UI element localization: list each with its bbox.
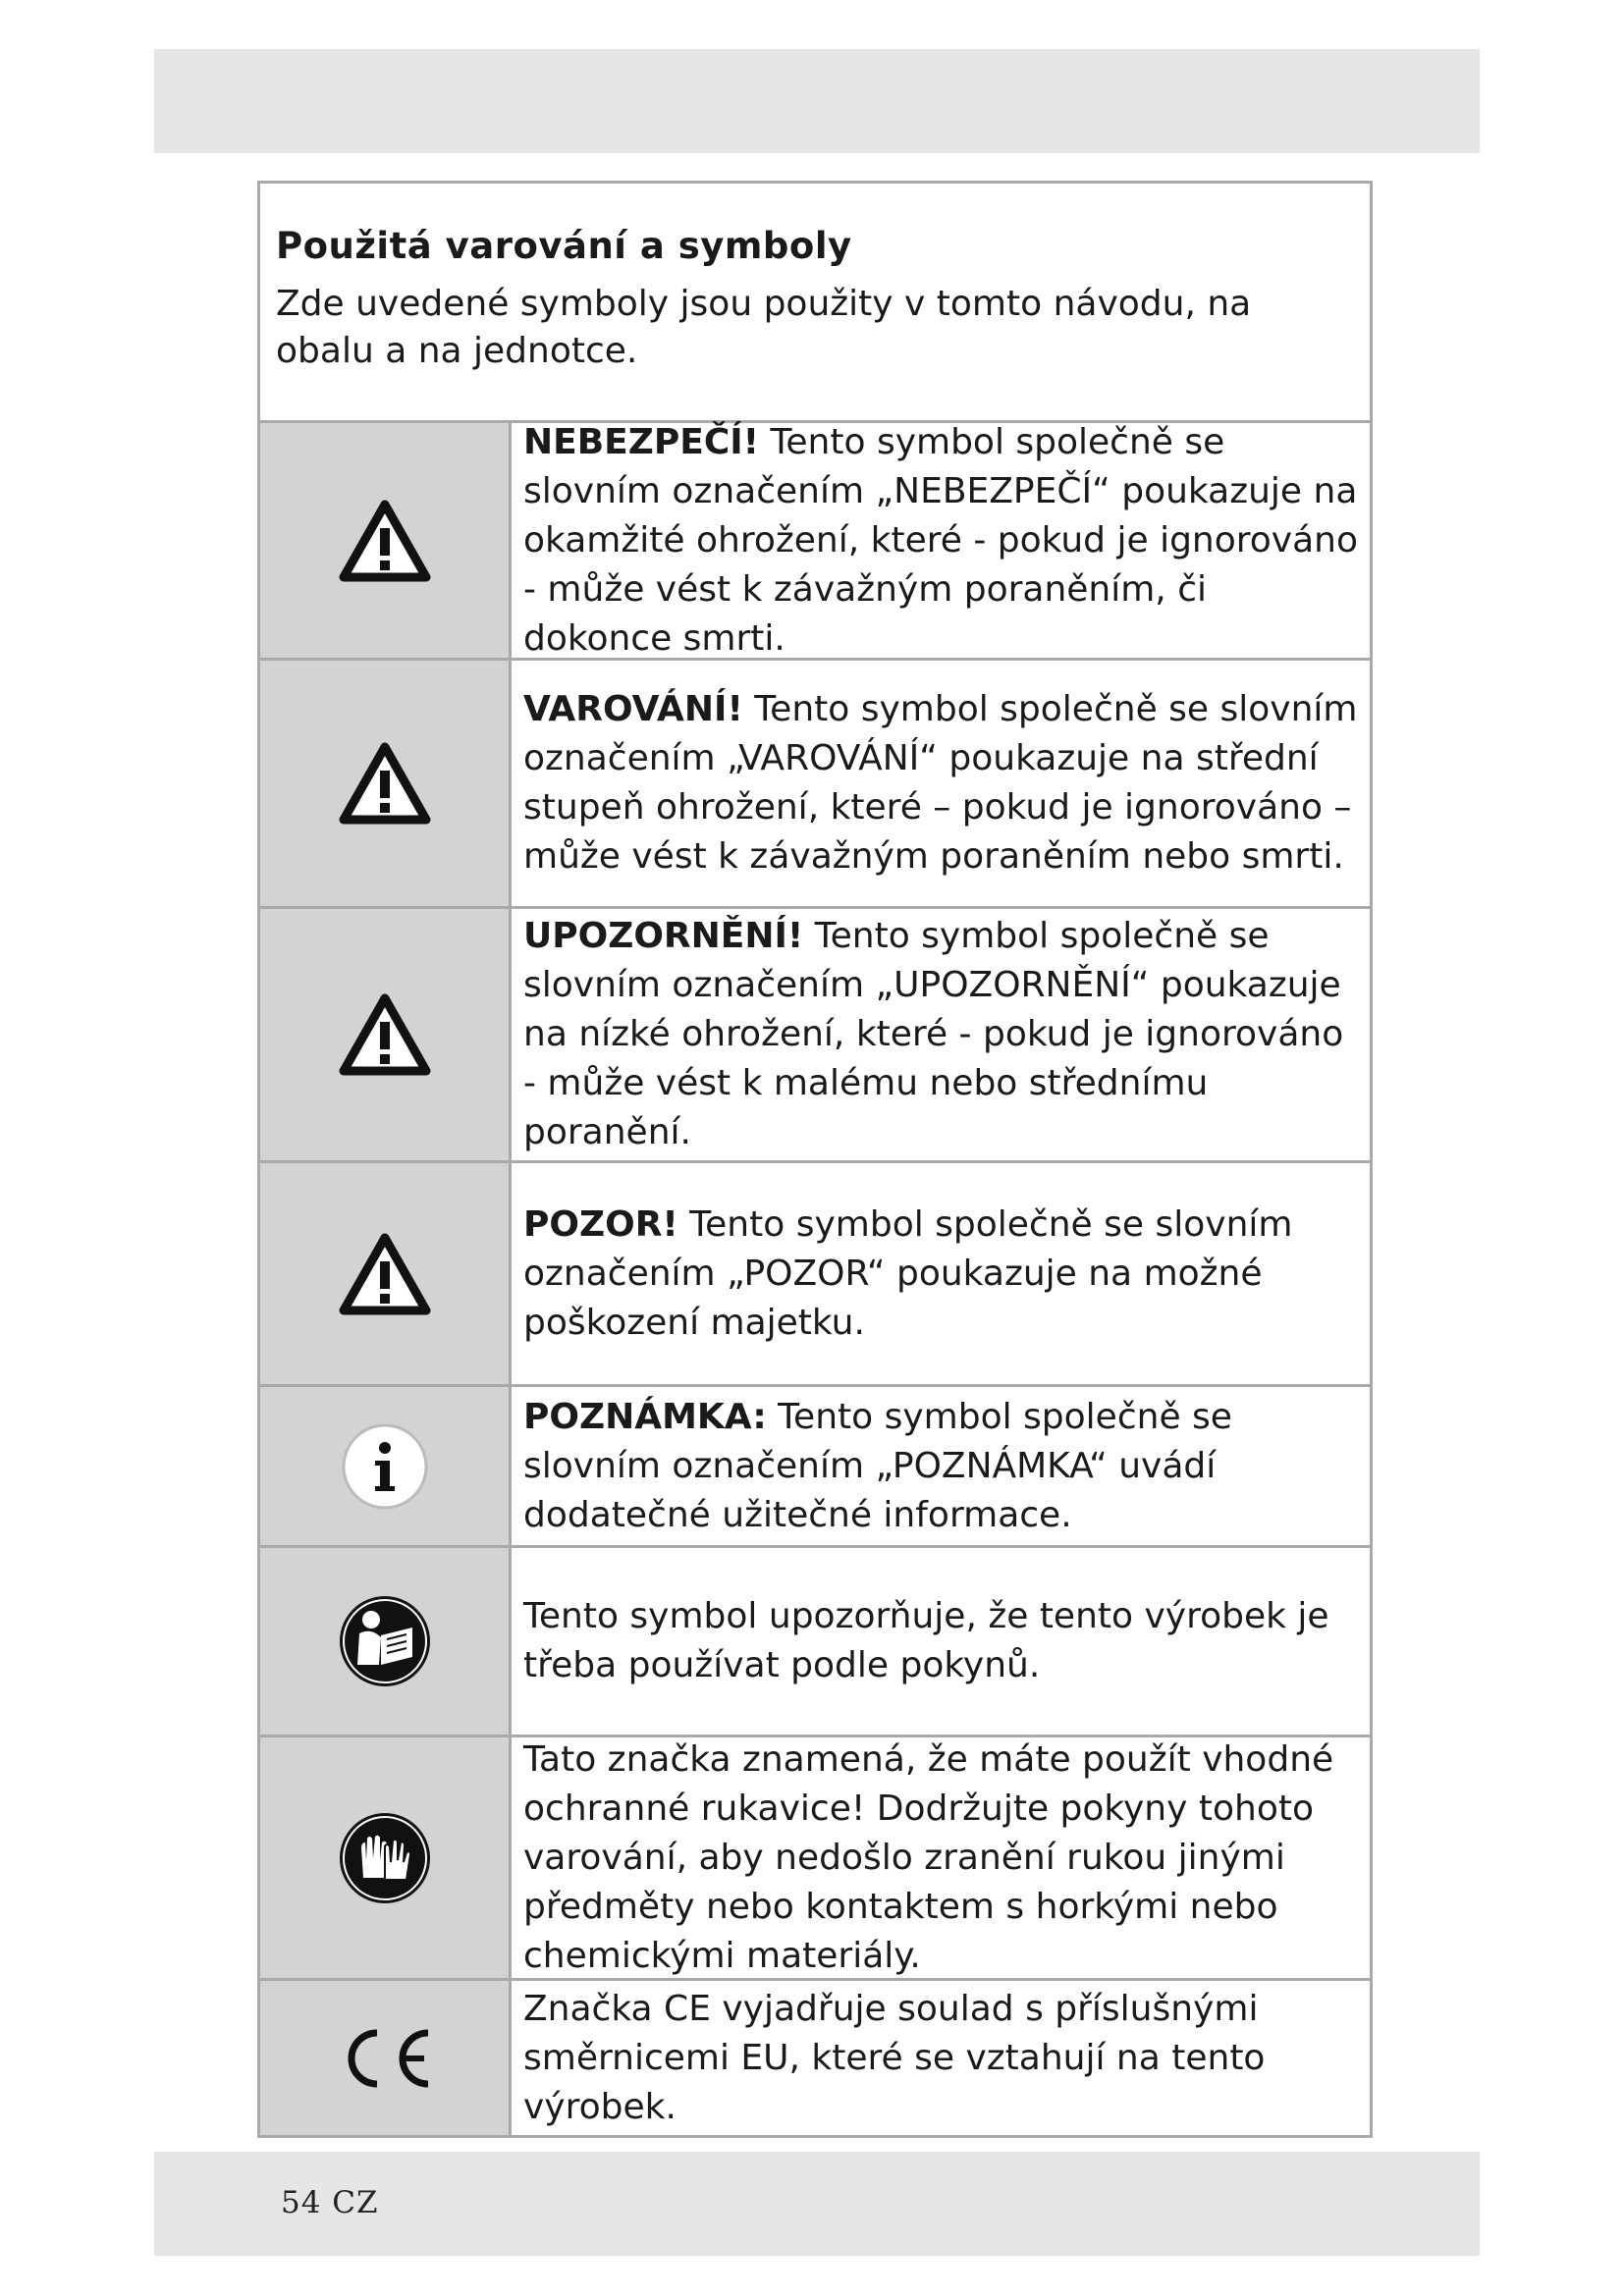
description-text: Značka CE vyjadřuje soulad s příslušnými směrnicemi EU, které se vztahují na tento výrobek.	[523, 1988, 1266, 2127]
symbol-row-caution	[260, 909, 1370, 1163]
keyword: POZNÁMKA:	[523, 1396, 767, 1437]
warning-triangle-icon	[338, 992, 432, 1077]
keyword: VAROVÁNÍ!	[523, 689, 743, 729]
description-text: Tento symbol společně se slovním označením „NEBEZPEČÍ“ poukazuje na okamžité ohrožení, které - pokud je ignorováno - může vést k závažným poraněním, či dokonce smrti.	[523, 421, 1359, 659]
icon-cell	[260, 1981, 512, 2135]
symbol-row-gloves	[260, 1737, 1370, 1981]
icon-cell	[260, 909, 512, 1160]
symbol-description	[512, 1163, 1370, 1384]
read-manual-icon	[336, 1592, 434, 1690]
description-text: Tento symbol společně se slovním označením „UPOZORNĚNÍ“ poukazuje na nízké ohrožení, které - pokud je ignorováno - může vést k malému nebo střednímu poranění.	[523, 916, 1344, 1152]
symbol-row-note	[260, 1387, 1370, 1548]
symbols-table	[257, 181, 1373, 2138]
description-text: Tato značka znamená, že máte použít vhodné ochranné rukavice! Dodržujte pokyny tohoto varování, aby nedošlo zranění rukou jinými předměty nebo kontaktem s horkými nebo chemickými materiály.	[523, 1738, 1334, 1976]
symbol-description	[512, 661, 1370, 906]
icon-cell	[260, 423, 512, 658]
symbol-row-read-manual	[260, 1548, 1370, 1737]
icon-cell	[260, 1163, 512, 1384]
description-text: Tento symbol společně se slovním označením „POZNÁMKA“ uvádí dodatečné užitečné informace.	[523, 1396, 1232, 1535]
icon-cell	[260, 1548, 512, 1735]
intro-text: Zde uvedené symboly jsou použity v tomto návodu, na obalu a na jednotce.	[276, 284, 1252, 371]
description-text: Tento symbol společně se slovním označením „POZOR“ poukazuje na možné poškození majetku.	[523, 1203, 1293, 1343]
section-title: Použitá varování a symboly	[276, 225, 852, 267]
icon-cell	[260, 1737, 512, 1978]
header-band	[154, 49, 1480, 153]
ce-mark-icon	[334, 2027, 436, 2090]
symbol-description	[512, 1737, 1370, 1978]
keyword: NEBEZPEČÍ!	[523, 421, 760, 462]
protective-gloves-icon	[336, 1809, 434, 1907]
page-number: 54 CZ	[281, 2185, 379, 2220]
icon-cell	[260, 661, 512, 906]
symbol-description	[512, 909, 1370, 1160]
symbol-row-warning	[260, 661, 1370, 909]
symbol-description	[512, 1981, 1370, 2135]
symbol-description	[512, 1548, 1370, 1735]
warning-triangle-icon	[338, 499, 432, 583]
warning-triangle-icon	[338, 1232, 432, 1316]
warning-triangle-icon	[338, 741, 432, 826]
keyword: POZOR!	[523, 1203, 678, 1245]
intro-section	[260, 184, 1370, 423]
description-text: Tento symbol upozorňuje, že tento výrobek je třeba používat podle pokynů.	[523, 1596, 1329, 1685]
symbol-row-ce	[260, 1981, 1370, 2135]
symbol-description	[512, 423, 1370, 658]
icon-cell	[260, 1387, 512, 1545]
keyword: UPOZORNĚNÍ!	[523, 916, 804, 956]
symbol-row-danger	[260, 423, 1370, 661]
info-icon	[340, 1421, 430, 1512]
symbol-description	[512, 1387, 1370, 1545]
description-text: Tento symbol společně se slovním označením „VAROVÁNÍ“ poukazuje na střední stupeň ohrožení, které – pokud je ignorováno – může vést k závažným poraněním nebo smrti.	[523, 689, 1358, 877]
symbol-row-attention	[260, 1163, 1370, 1387]
